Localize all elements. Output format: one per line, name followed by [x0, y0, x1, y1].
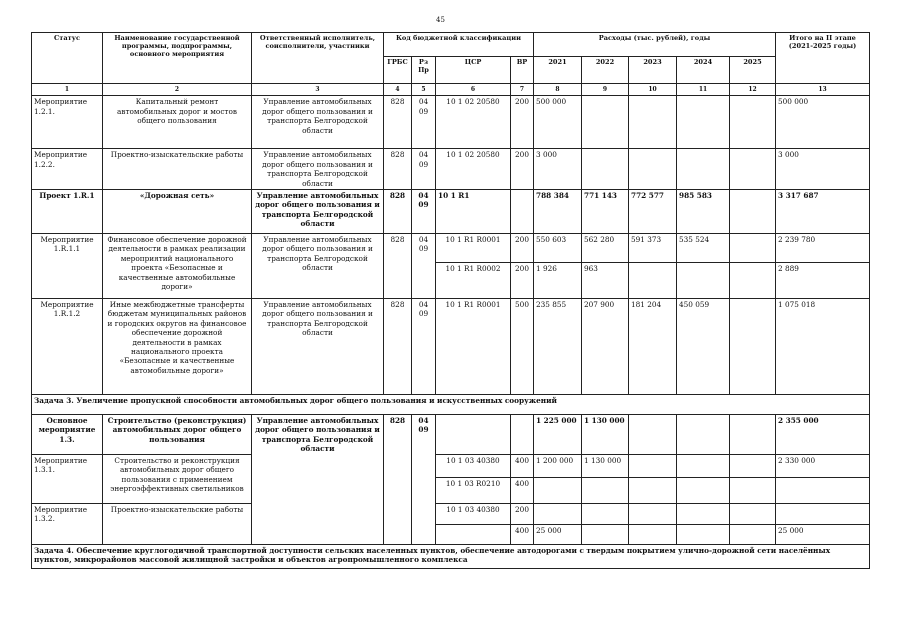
row-total: 2 239 780 — [776, 234, 870, 263]
row-executor: Управление автомобильных дорог общего пользования и транспорта Белгородской области — [252, 96, 384, 149]
row-csr: 10 1 03 40380 — [436, 455, 511, 478]
header-executor: Ответственный исполнитель, соисполнители, участники — [252, 33, 384, 84]
row-vr: 200 — [511, 234, 534, 263]
row-vr: 200 — [511, 96, 534, 149]
row-status: Мероприятие 1.R.1.2 — [32, 299, 103, 395]
col-number: 12 — [730, 84, 776, 96]
row-rzpr: 04 09 — [412, 190, 436, 234]
row-csr: 10 1 03 40380 — [436, 504, 511, 525]
row-status: Мероприятие 1.2.1. — [32, 96, 103, 149]
row-vr: 400 — [511, 525, 534, 545]
row-status: Основное мероприятие 1.3. — [32, 415, 103, 455]
header-2022: 2022 — [582, 57, 629, 84]
row-total: 2 330 000 — [776, 455, 870, 478]
row-name: «Дорожная сеть» — [103, 190, 252, 234]
row-2022: 562 280 — [582, 234, 629, 263]
header-2023: 2023 — [629, 57, 677, 84]
col-number: 10 — [629, 84, 677, 96]
table-row — [32, 96, 870, 149]
row-name: Строительство (реконструкция) автомобильных дорог общего пользования — [103, 415, 252, 455]
row-executor: Управление автомобильных дорог общего пользования и транспорта Белгородской области — [252, 190, 384, 234]
row-2024: 985 583 — [677, 190, 730, 234]
row-rzpr: 04 09 — [412, 415, 436, 545]
col-number: 13 — [776, 84, 870, 96]
row-csr: 10 1 R1 — [436, 190, 511, 234]
table-row — [32, 190, 870, 234]
row-name: Проектно-изыскательские работы — [103, 504, 252, 545]
header-rzpr: Рз Пр — [412, 57, 436, 84]
column-numbers-row — [32, 84, 870, 96]
header-budget-code: Код бюджетной классификации — [384, 33, 534, 57]
col-number: 6 — [436, 84, 511, 96]
header-2025: 2025 — [730, 57, 776, 84]
row-vr: 400 — [511, 455, 534, 478]
row-2021: 235 855 — [534, 299, 582, 395]
row-total: 2 355 000 — [776, 415, 870, 455]
row-rzpr: 04 09 — [412, 149, 436, 190]
col-number: 7 — [511, 84, 534, 96]
row-vr: 200 — [511, 504, 534, 525]
row-2024: 535 524 — [677, 234, 730, 263]
row-executor: Управление автомобильных дорог общего пользования и транспорта Белгородской области — [252, 234, 384, 299]
row-2023: 772 577 — [629, 190, 677, 234]
row-csr: 10 1 R1 R0001 — [436, 234, 511, 263]
row-csr: 10 1 02 20580 — [436, 149, 511, 190]
header-csr: ЦСР — [436, 57, 511, 84]
row-csr: 10 1 R1 R0002 — [436, 263, 511, 299]
table-row — [32, 455, 870, 478]
row-2021: 788 384 — [534, 190, 582, 234]
row-2022: 771 143 — [582, 190, 629, 234]
header-total: Итого на II этапе (2021-2025 годы) — [776, 33, 870, 84]
table-row — [32, 149, 870, 190]
row-2022: 207 900 — [582, 299, 629, 395]
row-2023: 181 204 — [629, 299, 677, 395]
row-grbs: 828 — [384, 415, 412, 545]
header-vr: ВР — [511, 57, 534, 84]
row-status: Мероприятие 1.R.1.1 — [32, 234, 103, 299]
header-2024: 2024 — [677, 57, 730, 84]
row-total: 25 000 — [776, 525, 870, 545]
task-row — [32, 395, 870, 415]
row-grbs: 828 — [384, 234, 412, 299]
row-total: 3 000 — [776, 149, 870, 190]
header-2021: 2021 — [534, 57, 582, 84]
row-status: Мероприятие 1.2.2. — [32, 149, 103, 190]
row-total: 3 317 687 — [776, 190, 870, 234]
row-name: Проектно-изыскательские работы — [103, 149, 252, 190]
row-status: Проект 1.R.1 — [32, 190, 103, 234]
row-csr: 10 1 03 R0210 — [436, 478, 511, 504]
row-2021: 1 200 000 — [534, 455, 582, 478]
row-status: Мероприятие 1.3.1. — [32, 455, 103, 504]
task-row — [32, 545, 870, 569]
row-2022: 963 — [582, 263, 629, 299]
row-status: Мероприятие 1.3.2. — [32, 504, 103, 545]
row-grbs: 828 — [384, 96, 412, 149]
col-number: 1 — [32, 84, 103, 96]
row-rzpr: 04 09 — [412, 234, 436, 299]
row-name: Финансовое обеспечение дорожной деятельности в рамках реализации мероприятий национального проекта «Безопасные и качественные автомобильные дороги» — [103, 234, 252, 299]
page-number: 45 — [436, 16, 445, 24]
row-name: Строительство и реконструкция автомобильных дорог общего пользования с применением энергоэффективных светильников — [103, 455, 252, 504]
row-vr: 400 — [511, 478, 534, 504]
col-number: 2 — [103, 84, 252, 96]
col-number: 5 — [412, 84, 436, 96]
task-3-heading: Задача 3. Увеличение пропускной способности автомобильных дорог общего пользования и искусственных сооружений — [32, 395, 870, 415]
row-2023: 591 373 — [629, 234, 677, 263]
row-2022: 1 130 000 — [582, 455, 629, 478]
row-grbs: 828 — [384, 190, 412, 234]
header-name: Наименование государственной программы, подпрограммы, основного мероприятия — [103, 33, 252, 84]
col-number: 8 — [534, 84, 582, 96]
row-executor: Управление автомобильных дорог общего пользования и транспорта Белгородской области — [252, 299, 384, 395]
table-row — [32, 234, 870, 263]
row-total: 2 889 — [776, 263, 870, 299]
row-csr: 10 1 R1 R0001 — [436, 299, 511, 395]
row-total: 1 075 018 — [776, 299, 870, 395]
row-vr: 200 — [511, 263, 534, 299]
col-number: 11 — [677, 84, 730, 96]
table-row — [32, 415, 870, 455]
row-grbs: 828 — [384, 149, 412, 190]
header-expenses: Расходы (тыс. рублей), годы — [534, 33, 776, 57]
table-row — [32, 299, 870, 395]
row-total: 500 000 — [776, 96, 870, 149]
col-number: 3 — [252, 84, 384, 96]
header-status: Статус — [32, 33, 103, 84]
row-2021: 25 000 — [534, 525, 582, 545]
row-2021: 1 225 000 — [534, 415, 582, 455]
table-row — [32, 504, 870, 525]
row-executor: Управление автомобильных дорог общего пользования и транспорта Белгородской области — [252, 415, 384, 545]
row-name: Капитальный ремонт автомобильных дорог и мостов общего пользования — [103, 96, 252, 149]
row-vr: 500 — [511, 299, 534, 395]
row-2021: 3 000 — [534, 149, 582, 190]
budget-table — [31, 32, 870, 569]
row-rzpr: 04 09 — [412, 299, 436, 395]
row-2021: 550 603 — [534, 234, 582, 263]
col-number: 9 — [582, 84, 629, 96]
row-2021: 1 926 — [534, 263, 582, 299]
row-name: Иные межбюджетные трансферты бюджетам муниципальных районов и городских округов на финансовое обеспечение дорожной деятельности в рамках национального проекта «Безопасные и качественные автомобильные дороги» — [103, 299, 252, 395]
row-rzpr: 04 09 — [412, 96, 436, 149]
row-vr: 200 — [511, 149, 534, 190]
row-2022: 1 130 000 — [582, 415, 629, 455]
header-grbs: ГРБС — [384, 57, 412, 84]
row-executor: Управление автомобильных дорог общего пользования и транспорта Белгородской области — [252, 149, 384, 190]
task-4-heading: Задача 4. Обеспечение круглогодичной транспортной доступности сельских населенных пунктов, обеспечение автодорогами с твердым покрытием улично-дорожной сети населённых пунктов, микрорайонов массовой жилищной застройки и объектов агропромышленного комплекса — [32, 545, 870, 569]
row-2021: 500 000 — [534, 96, 582, 149]
row-csr: 10 1 02 20580 — [436, 96, 511, 149]
row-grbs: 828 — [384, 299, 412, 395]
row-2024: 450 059 — [677, 299, 730, 395]
col-number: 4 — [384, 84, 412, 96]
